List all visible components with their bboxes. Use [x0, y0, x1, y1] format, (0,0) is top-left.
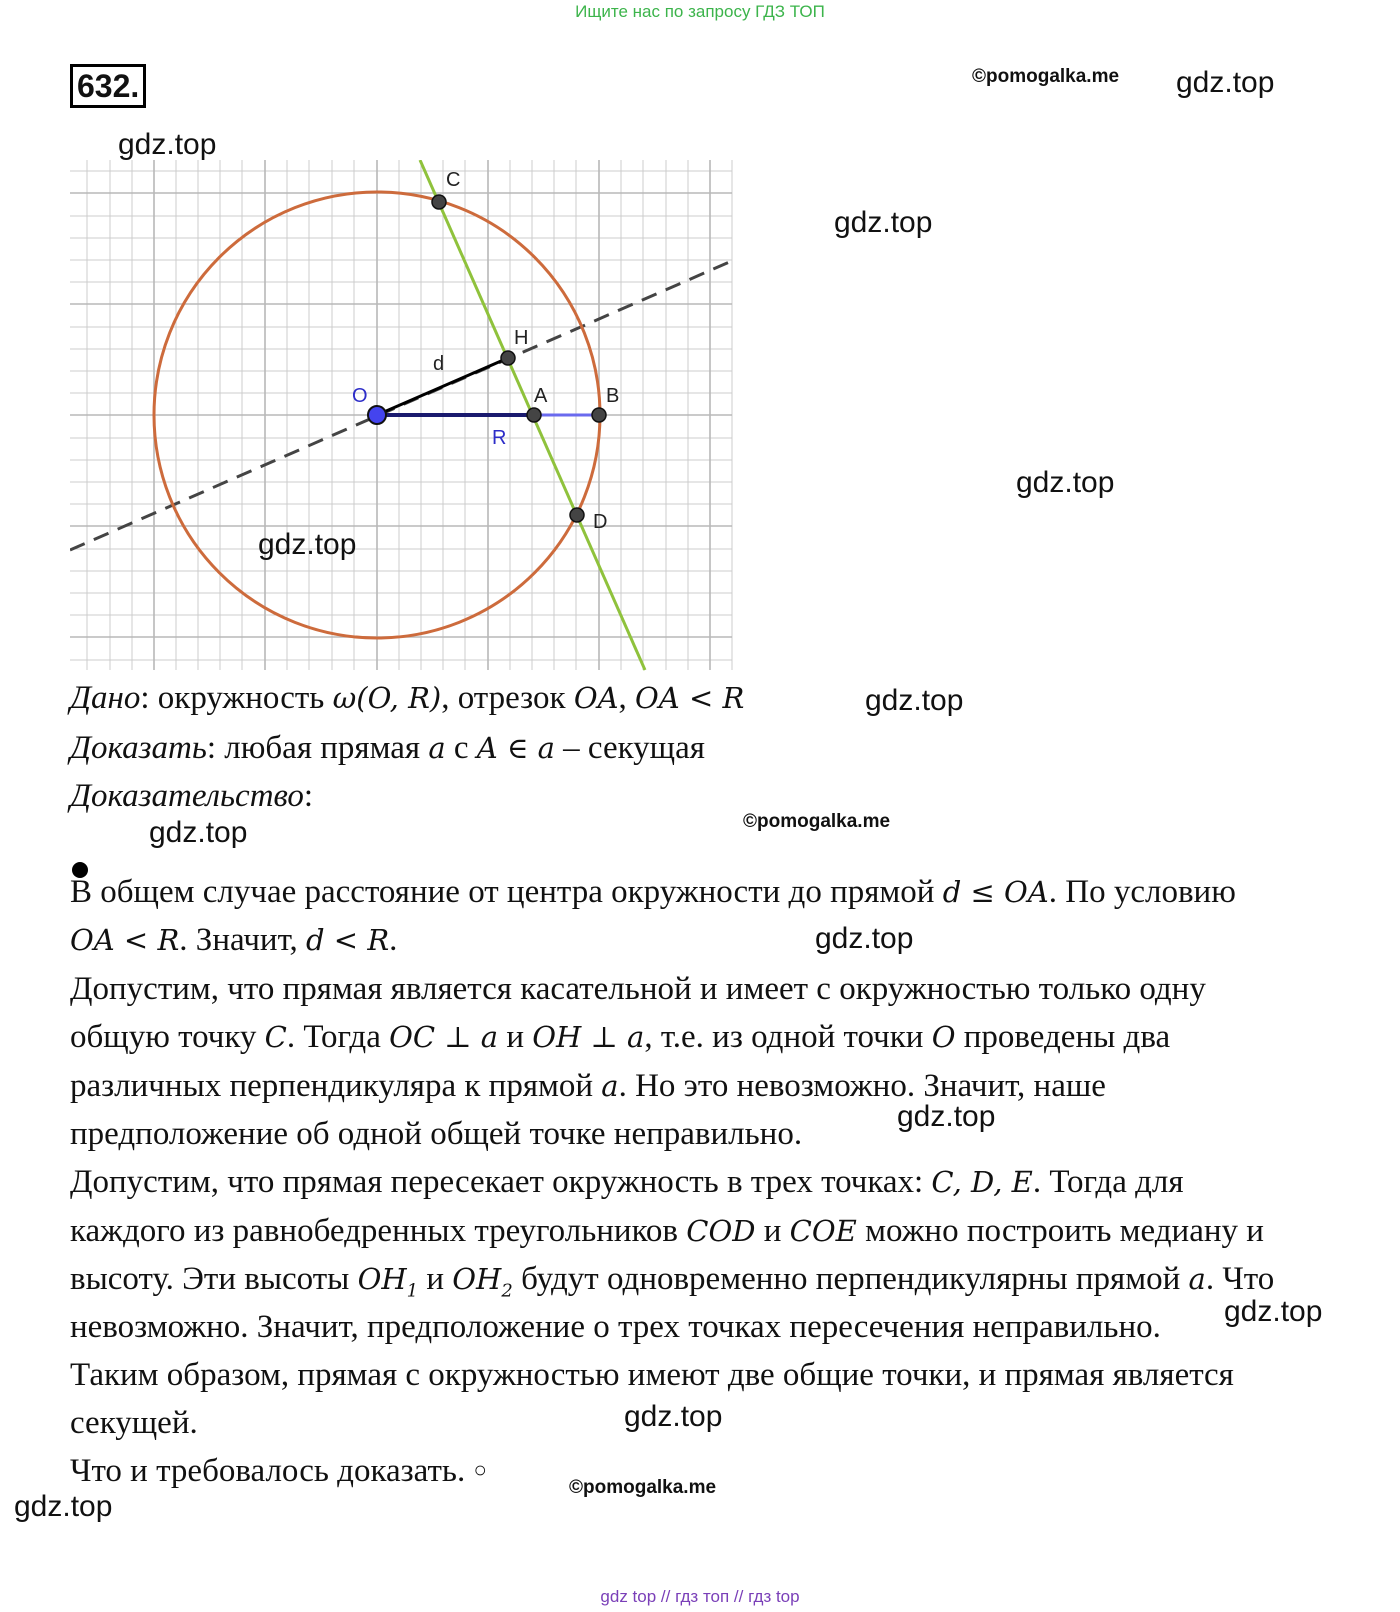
- text: различных перпендикуляра к прямой: [70, 1068, 602, 1104]
- problem-number: 632.: [70, 64, 146, 108]
- proof-label: Доказательство: [70, 778, 304, 814]
- proof-line-5: [70, 1066, 1106, 1106]
- text: . Но это невозможно. Значит, наше: [618, 1068, 1106, 1104]
- given-text: , отрезок: [441, 680, 574, 716]
- point-O: [368, 406, 386, 424]
- math: a: [601, 1069, 619, 1103]
- text: Что и требовалось доказать.: [70, 1453, 474, 1489]
- proof-line-11: Таким образом, прямая с окружностью имеют две общие точки, и прямая является: [70, 1357, 1234, 1393]
- math: COE: [789, 1214, 857, 1248]
- geometry-figure: [70, 160, 740, 675]
- point-D: [570, 508, 584, 522]
- watermark: gdz.top: [624, 1400, 723, 1433]
- watermark: gdz.top: [118, 128, 217, 161]
- text: можно построить медиану и: [856, 1213, 1264, 1249]
- point-A: [527, 408, 541, 422]
- subscript: 2: [501, 1280, 513, 1302]
- label-R: R: [492, 427, 507, 449]
- math: OC ⊥ a: [389, 1020, 499, 1054]
- label-A: A: [534, 385, 548, 407]
- math: OH: [357, 1262, 407, 1296]
- text: будут одновременно перпендикулярны прямой: [512, 1261, 1189, 1297]
- proof-line-12: секущей.: [70, 1405, 198, 1441]
- label-B: B: [606, 385, 620, 407]
- text: Допустим, что прямая пересекает окружность в трех точках:: [70, 1164, 932, 1200]
- prove-text: – секущая: [554, 730, 705, 766]
- math: d ≤ OA: [942, 875, 1049, 909]
- math: OH ⊥ a: [532, 1020, 645, 1054]
- copyright-mark: ©pomogalka.me: [743, 811, 891, 832]
- top-banner: Ищите нас по запросу ГДЗ ТОП: [575, 2, 825, 21]
- text: каждого из равнобедренных треугольников: [70, 1213, 687, 1249]
- label-C: C: [446, 169, 461, 191]
- math: a: [1188, 1262, 1206, 1296]
- label-d: d: [433, 353, 445, 375]
- math: OA < R: [70, 923, 180, 957]
- label-H: H: [514, 327, 529, 349]
- text: высоту. Эти высоты: [70, 1261, 358, 1297]
- label-O: O: [352, 385, 368, 407]
- point-B: [592, 408, 606, 422]
- given-line: [70, 678, 744, 718]
- text: В общем случае расстояние от центра окружности до прямой: [70, 874, 943, 910]
- prove-label: Доказать: [70, 730, 207, 766]
- math: A ∈ a: [476, 731, 555, 765]
- text: . Что: [1205, 1261, 1275, 1297]
- watermark: gdz.top: [258, 528, 357, 561]
- watermark: gdz.top: [815, 922, 914, 955]
- text: . Тогда для: [1032, 1164, 1184, 1200]
- text: .: [389, 922, 398, 958]
- copyright-mark: ©pomogalka.me: [972, 66, 1120, 87]
- proof-line-10: невозможно. Значит, предположение о трех точках пересечения неправильно.: [70, 1309, 1161, 1345]
- proof-line-4: [70, 1017, 1170, 1057]
- text: . По условию: [1048, 874, 1236, 910]
- watermark: gdz.top: [1176, 66, 1275, 99]
- text: , т.е. из одной точки: [644, 1019, 932, 1055]
- footer: gdz top // гдз топ // гдз top: [600, 1587, 800, 1606]
- math: OA < R: [635, 681, 745, 715]
- text: и: [498, 1019, 533, 1055]
- math: d < R: [306, 923, 390, 957]
- qed-mark: ○: [473, 1457, 487, 1482]
- copyright-mark: ©pomogalka.me: [569, 1477, 717, 1498]
- text: . Значит,: [179, 922, 307, 958]
- prove-text: : любая прямая: [206, 730, 429, 766]
- prove-line: [70, 728, 705, 768]
- proof-line-13: [70, 1450, 487, 1491]
- watermark: gdz.top: [14, 1490, 113, 1523]
- proof-line-3: Допустим, что прямая является касательной и имеет с окружностью только одну: [70, 971, 1206, 1007]
- proof-line-7: [70, 1162, 1184, 1202]
- math: C, D, E: [931, 1165, 1033, 1199]
- math: C: [264, 1020, 287, 1054]
- text: и: [755, 1213, 790, 1249]
- text: . Тогда: [286, 1019, 390, 1055]
- proof-line-2: [70, 920, 397, 960]
- math: ω(O, R): [332, 681, 442, 715]
- proof-heading: [70, 776, 313, 816]
- proof-line-9: [70, 1259, 1274, 1312]
- math: a: [428, 731, 446, 765]
- given-text: : окружность: [140, 680, 333, 716]
- prove-text: с: [445, 730, 477, 766]
- math: OA: [573, 681, 619, 715]
- text: общую точку: [70, 1019, 265, 1055]
- proof-line-8: [70, 1211, 1264, 1251]
- point-H: [501, 351, 515, 365]
- text: проведены два: [955, 1019, 1171, 1055]
- watermark: gdz.top: [1016, 466, 1115, 499]
- watermark: gdz.top: [897, 1100, 996, 1133]
- watermark: gdz.top: [865, 684, 964, 717]
- proof-line-6: предположение об одной общей точке неправильно.: [70, 1116, 803, 1152]
- watermark: gdz.top: [834, 206, 933, 239]
- given-label: Дано: [70, 680, 141, 716]
- given-text: ,: [618, 680, 636, 716]
- watermark: gdz.top: [1224, 1295, 1323, 1328]
- text: и: [418, 1261, 453, 1297]
- label-D: D: [593, 511, 608, 533]
- math: OH: [452, 1262, 502, 1296]
- math: COD: [686, 1214, 756, 1248]
- proof-colon: :: [303, 778, 314, 814]
- point-C: [432, 195, 446, 209]
- proof-line-1: [70, 872, 1236, 912]
- math: O: [931, 1020, 956, 1054]
- subscript: 1: [406, 1280, 419, 1302]
- watermark: gdz.top: [149, 816, 248, 849]
